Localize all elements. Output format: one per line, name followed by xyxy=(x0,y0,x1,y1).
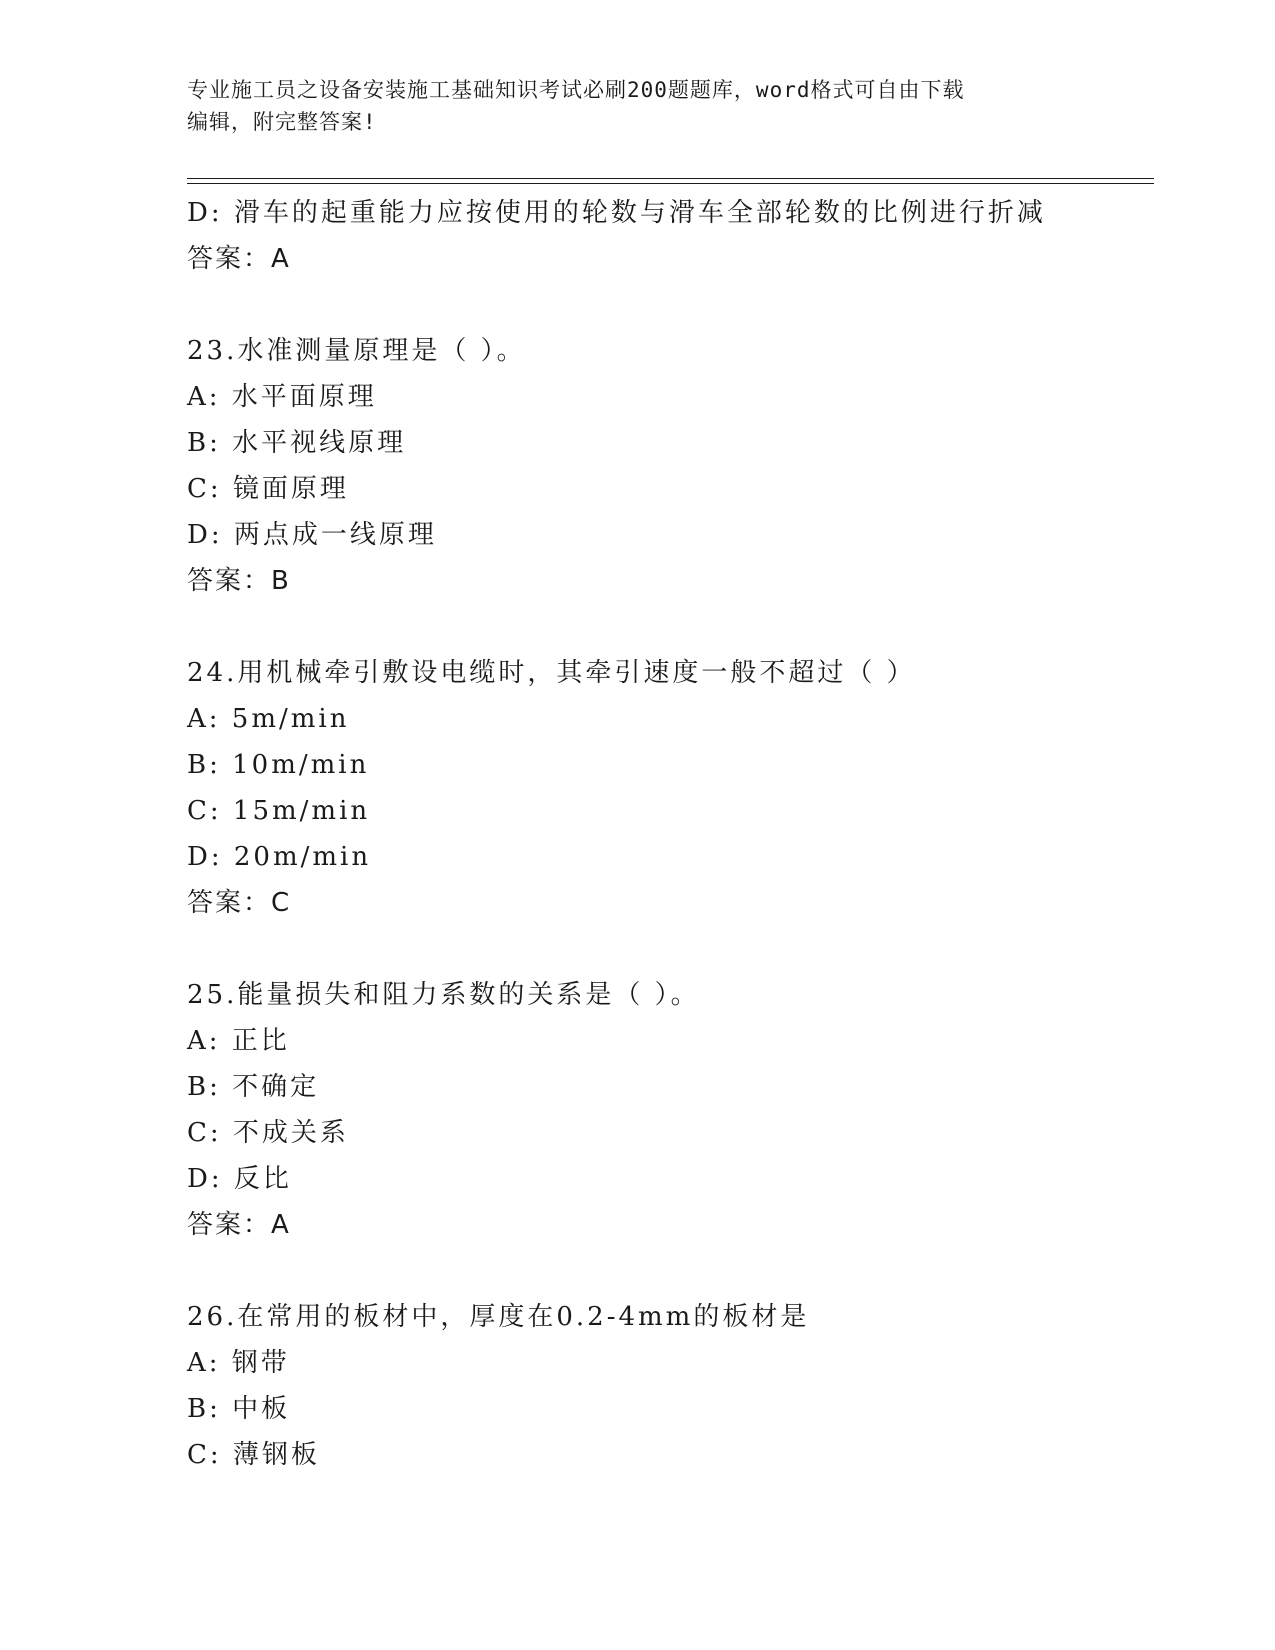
spacer xyxy=(187,282,1147,328)
option-d: D: 两点成一线原理 xyxy=(187,520,437,550)
option-b: B: 不确定 xyxy=(187,1072,320,1102)
question-stem: 25.能量损失和阻力系数的关系是（ ）。 xyxy=(187,980,700,1010)
question-stem: 24.用机械牵引敷设电缆时，其牵引速度一般不超过（ ） xyxy=(187,658,916,688)
option-d: D: 反比 xyxy=(187,1164,292,1194)
option-d: D: 20m/min xyxy=(187,842,372,872)
header-divider-top xyxy=(187,178,1154,179)
question-stem: 23.水准测量原理是（ ）。 xyxy=(187,336,526,366)
option-c: C: 不成关系 xyxy=(187,1118,349,1148)
question-fragment xyxy=(187,190,1147,282)
question-24 xyxy=(187,650,1147,926)
spacer xyxy=(187,1248,1147,1294)
option-c: C: 镜面原理 xyxy=(187,474,349,504)
question-23 xyxy=(187,328,1147,604)
question-26 xyxy=(187,1294,1147,1478)
option-b: B: 水平视线原理 xyxy=(187,428,407,458)
header-divider-bottom xyxy=(187,183,1154,184)
question-25 xyxy=(187,972,1147,1248)
option-a: A: 正比 xyxy=(187,1026,290,1056)
option-c: C: 薄钢板 xyxy=(187,1440,320,1470)
question-list xyxy=(187,190,1147,1478)
answer-line: 答案：A xyxy=(187,244,291,274)
document-header xyxy=(187,74,1087,138)
option-a: A: 钢带 xyxy=(187,1348,290,1378)
option-b: B: 10m/min xyxy=(187,750,370,780)
spacer xyxy=(187,926,1147,972)
option-b: B: 中板 xyxy=(187,1394,291,1424)
option-a: A: 5m/min xyxy=(187,704,350,734)
spacer xyxy=(187,604,1147,650)
header-line-1: 专业施工员之设备安装施工基础知识考试必刷200题题库，word格式可自由下载 xyxy=(187,78,965,102)
option-c: C: 15m/min xyxy=(187,796,371,826)
header-line-2: 编辑，附完整答案! xyxy=(187,110,377,134)
answer-line: 答案：A xyxy=(187,1210,291,1240)
answer-line: 答案：B xyxy=(187,566,291,596)
option-d: D: 滑车的起重能力应按使用的轮数与滑车全部轮数的比例进行折减 xyxy=(187,198,1046,228)
answer-line: 答案：C xyxy=(187,888,292,918)
option-a: A: 水平面原理 xyxy=(187,382,377,412)
question-stem: 26.在常用的板材中，厚度在0.2-4mm的板材是 xyxy=(187,1302,810,1332)
